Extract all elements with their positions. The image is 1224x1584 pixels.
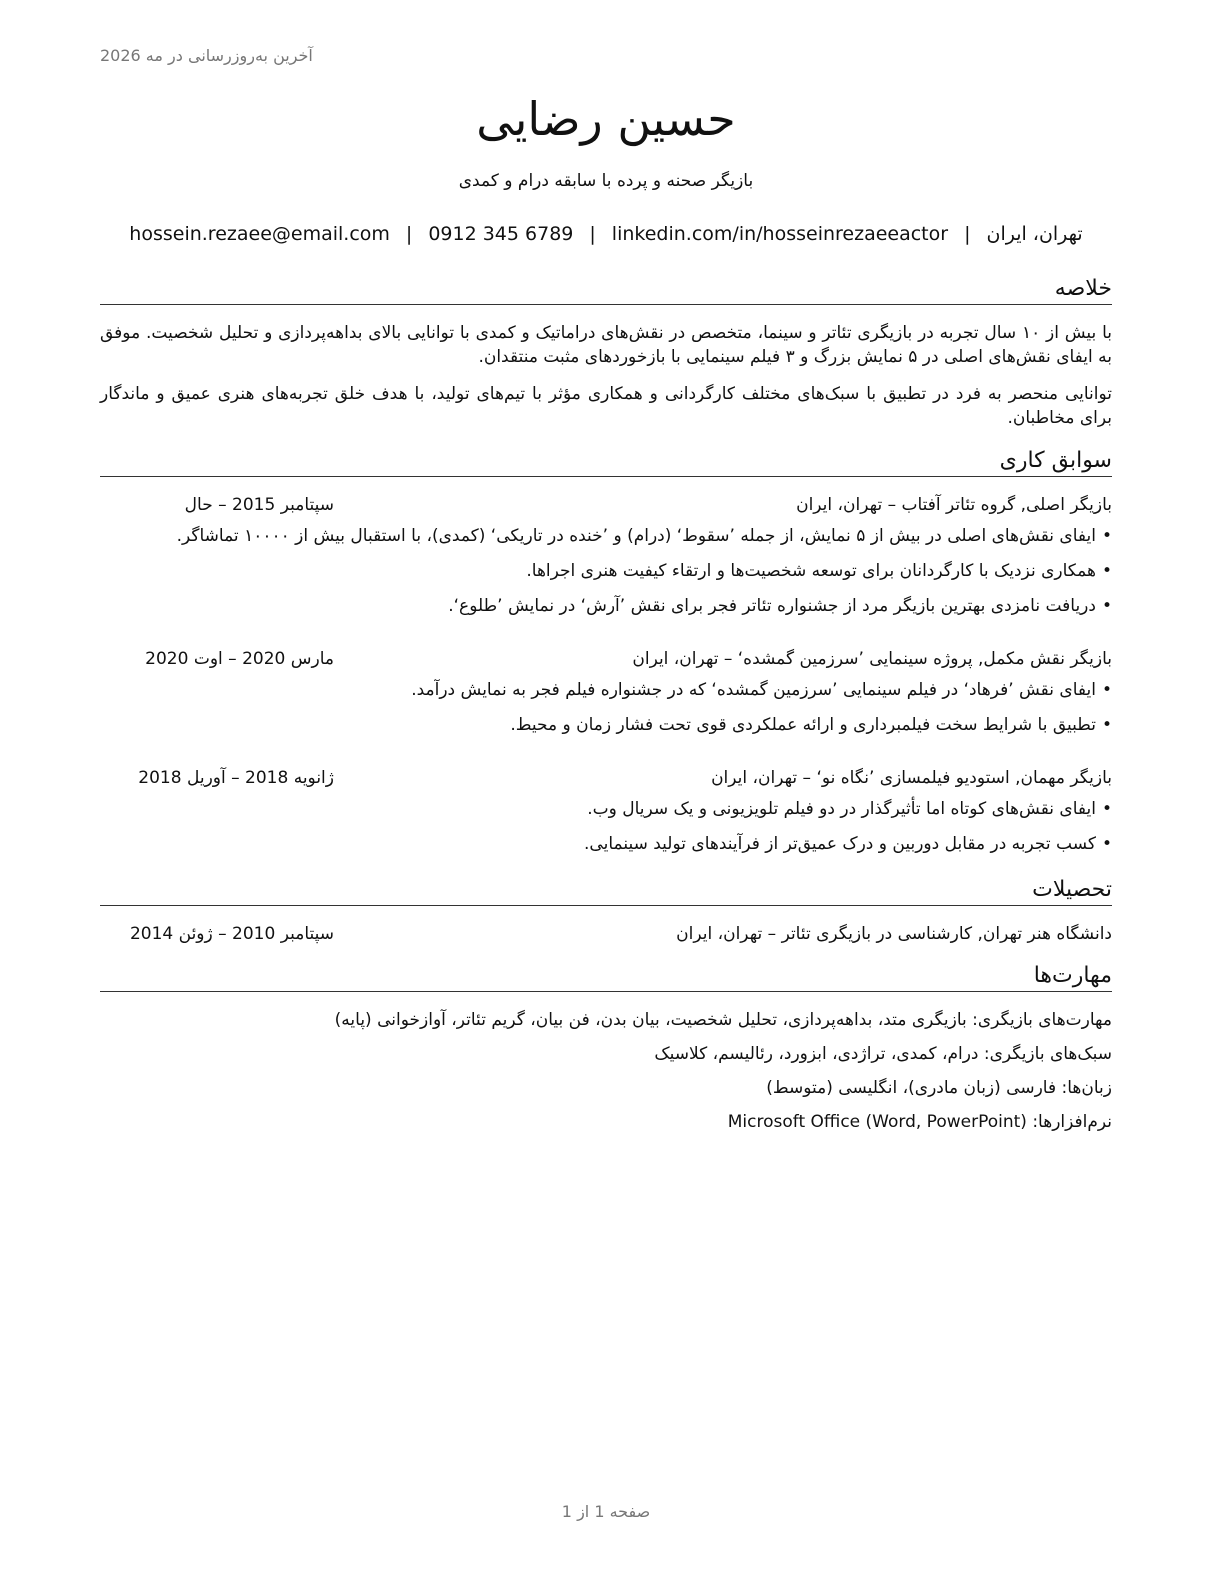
job-header bbox=[100, 766, 1112, 790]
section-title-education: تحصیلات bbox=[100, 877, 1112, 906]
section-title-experience: سوابق کاری bbox=[100, 448, 1112, 477]
education-entry bbox=[100, 922, 1112, 946]
candidate-headline: بازیگر صحنه و پرده با سابقه درام و کمدی bbox=[458, 171, 754, 191]
skill-line: سبک‌های بازیگری: درام، کمدی، تراژدی، ابزورد، رئالیسم، کلاسیک bbox=[654, 1044, 1112, 1064]
skill-line: مهارت‌های بازیگری: بازیگری متد، بداهه‌پردازی، تحلیل شخصیت، بیان بدن، فن بیان، گریم تئاتر، آوازخوانی (پایه) bbox=[334, 1010, 1112, 1030]
job-bullet: •همکاری نزدیک با کارگردانان برای توسعه شخصیت‌ها و ارتقاء کیفیت هنری اجراها. bbox=[526, 561, 1112, 581]
last-updated-note: آخرین به‌روزرسانی در مه 2026 bbox=[100, 46, 313, 65]
job-title: بازیگر نقش مکمل, پروژه سینمایی ’سرزمین گمشده‘ – تهران، ایران bbox=[632, 649, 1112, 669]
job-title: بازیگر مهمان, استودیو فیلمسازی ’نگاه نو‘ – تهران، ایران bbox=[711, 768, 1112, 788]
section-title-skills: مهارت‌ها bbox=[100, 963, 1112, 992]
candidate-name: حسین رضایی bbox=[476, 92, 736, 146]
job-header bbox=[100, 493, 1112, 517]
contact-linkedin[interactable]: linkedin.com/in/hosseinrezaeeactor bbox=[611, 223, 949, 245]
job-bullet: •ایفای نقش ’فرهاد‘ در فیلم سینمایی ’سرزمین گمشده‘ که در جشنواره فیلم فجر به نمایش درآمد. bbox=[411, 680, 1112, 700]
education-title: دانشگاه هنر تهران, کارشناسی در بازیگری تئاتر – تهران، ایران bbox=[676, 924, 1112, 944]
contact-phone[interactable]: 0912 345 6789 bbox=[428, 223, 574, 245]
contact-separator: | bbox=[964, 223, 971, 245]
job-header bbox=[100, 647, 1112, 671]
resume-page bbox=[100, 0, 1112, 1584]
section-title-summary: خلاصه bbox=[100, 276, 1112, 305]
contact-separator: | bbox=[589, 223, 596, 245]
education-date: سپتامبر 2010 – ژوئن 2014 bbox=[129, 924, 334, 944]
job-bullet: •تطبیق با شرایط سخت فیلمبرداری و ارائه عملکردی قوی تحت فشار زمان و محیط. bbox=[510, 715, 1112, 735]
contact-location: تهران، ایران bbox=[986, 223, 1083, 245]
contact-separator: | bbox=[405, 223, 413, 245]
job-bullet: •ایفای نقش‌های کوتاه اما تأثیرگذار در دو فیلم تلویزیونی و یک سریال وب. bbox=[587, 799, 1112, 819]
summary-paragraph: با بیش از ۱۰ سال تجربه در بازیگری تئاتر و سینما، متخصص در نقش‌های دراماتیک و کمدی با توانایی بالای بداهه‌پردازی و تحلیل شخصیت. موفق به ایفای نقش‌های اصلی در ۵ نمایش بزرگ و ۳ فیلم سینمایی با بازخوردهای مثبت منتقدان. bbox=[100, 323, 1112, 367]
skill-line: نرم‌افزارها: Microsoft Office (Word, PowerPoint) bbox=[727, 1112, 1112, 1132]
skill-line: زبان‌ها: فارسی (زبان مادری)، انگلیسی (متوسط) bbox=[766, 1078, 1112, 1098]
job-title: بازیگر اصلی, گروه تئاتر آفتاب – تهران، ایران bbox=[796, 495, 1112, 515]
page-number: صفحه 1 از 1 bbox=[561, 1502, 651, 1521]
job-bullet: •کسب تجربه در مقابل دوربین و درک عمیق‌تر از فرآیندهای تولید سینمایی. bbox=[584, 834, 1112, 854]
job-date: ژانویه 2018 – آوریل 2018 bbox=[138, 768, 334, 788]
job-bullet: •دریافت نامزدی بهترین بازیگر مرد از جشنواره تئاتر فجر برای نقش ’آرش‘ در نمایش ’طلوع‘. bbox=[448, 596, 1112, 616]
contact-email[interactable]: hossein.rezaee@email.com bbox=[129, 223, 390, 245]
job-bullet: •ایفای نقش‌های اصلی در بیش از ۵ نمایش، از جمله ’سقوط‘ (درام) و ’خنده در تاریکی‘ (کمدی)، با استقبال بیش از ۱۰۰۰۰ تماشاگر. bbox=[176, 526, 1112, 546]
contact-line bbox=[100, 223, 1112, 245]
job-date: سپتامبر 2015 – حال bbox=[184, 495, 334, 515]
summary-paragraph: توانایی منحصر به فرد در تطبیق با سبک‌های مختلف کارگردانی و همکاری مؤثر با تیم‌های تولید، با هدف خلق تجربه‌های هنری عمیق و ماندگار برای مخاطبان. bbox=[100, 384, 1112, 428]
job-date: مارس 2020 – اوت 2020 bbox=[145, 649, 334, 669]
